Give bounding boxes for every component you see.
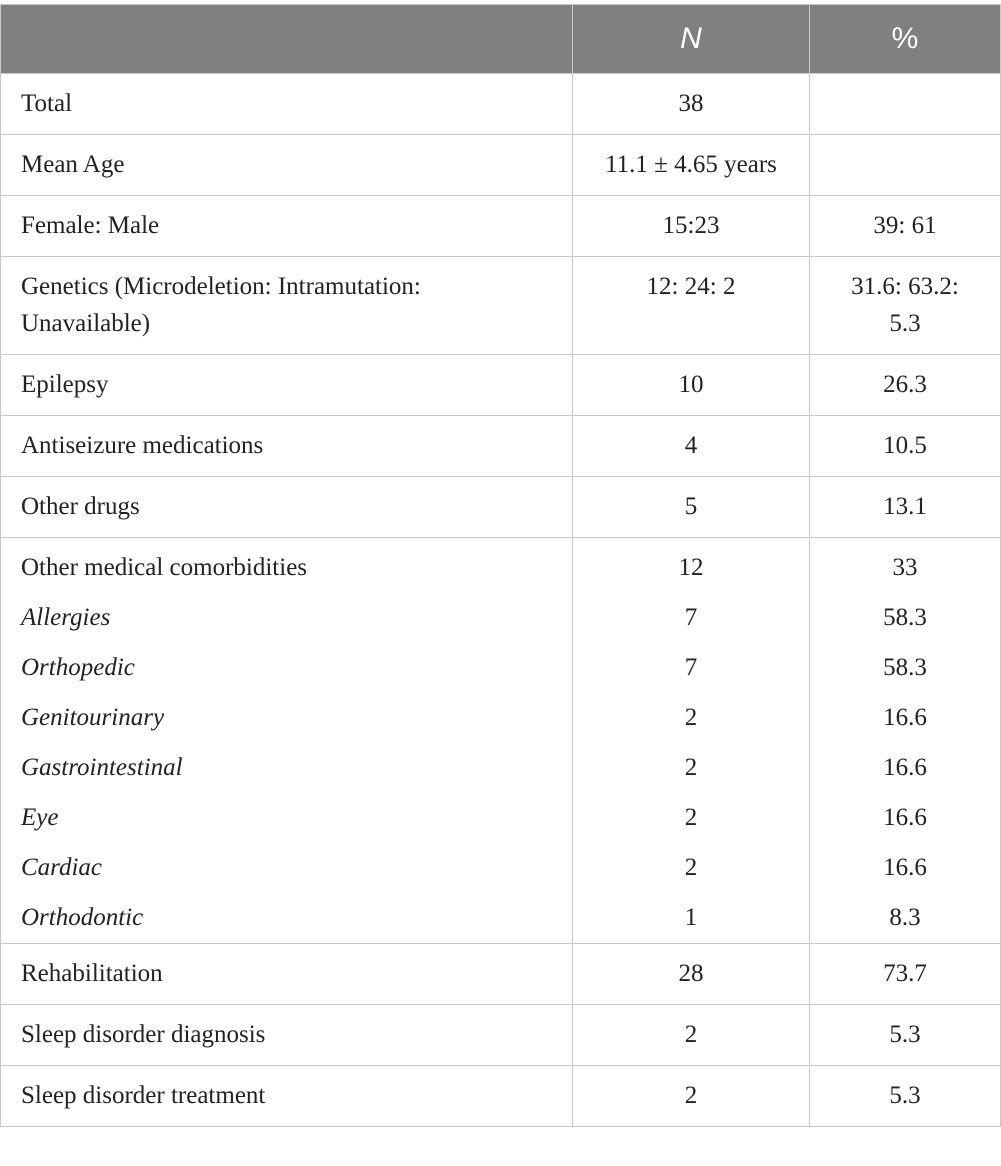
header-n: N [573, 5, 810, 74]
row-label: Mean Age [1, 135, 573, 196]
header-percent: % [810, 5, 1001, 74]
row-percent [810, 135, 1001, 196]
row-n: 28 [573, 944, 810, 1005]
row-label-line: Genetics (Microdeletion: Intramutation: [21, 273, 421, 300]
comorbidity-label: Allergies [21, 604, 111, 631]
row-percent [810, 257, 1001, 355]
row-percent: 26.3 [810, 355, 1001, 416]
comorbidities-labels [1, 538, 573, 944]
row-label: Antiseizure medications [1, 416, 573, 477]
header-row [1, 5, 1001, 74]
row-label: Sleep disorder diagnosis [1, 1005, 573, 1066]
table-row [1, 944, 1001, 1005]
row-label: Other drugs [1, 477, 573, 538]
comorbidity-n: 7 [684, 604, 698, 631]
row-label: Sleep disorder treatment [1, 1066, 573, 1127]
table-row [1, 1005, 1001, 1066]
row-percent: 5.3 [810, 1005, 1001, 1066]
comorbidity-percent: 16.6 [883, 754, 927, 781]
comorbidity-percent: 16.6 [883, 704, 927, 731]
comorbidities-percent [810, 538, 1001, 944]
row-label: Epilepsy [1, 355, 573, 416]
row-percent-line: 5.3 [889, 310, 921, 337]
comorbidity-percent: 33 [892, 554, 918, 581]
demographics-table [0, 4, 1001, 1127]
row-percent: 5.3 [810, 1066, 1001, 1127]
comorbidity-label: Orthodontic [21, 904, 144, 931]
comorbidity-percent: 16.6 [883, 804, 927, 831]
comorbidity-label: Cardiac [21, 854, 103, 881]
row-n: 5 [573, 477, 810, 538]
row-label [1, 257, 573, 355]
table-row [1, 477, 1001, 538]
row-percent-line: 31.6: 63.2: [851, 273, 959, 300]
comorbidity-label: Genitourinary [21, 704, 165, 731]
row-n: 2 [573, 1066, 810, 1127]
table-row [1, 74, 1001, 135]
comorbidity-percent: 58.3 [883, 604, 927, 631]
comorbidities-row-group [1, 538, 1001, 944]
comorbidity-label: Gastrointestinal [21, 754, 183, 781]
row-percent: 73.7 [810, 944, 1001, 1005]
table-row [1, 1066, 1001, 1127]
table-row [1, 196, 1001, 257]
comorbidity-n: 1 [684, 904, 698, 931]
row-percent: 13.1 [810, 477, 1001, 538]
table-row [1, 355, 1001, 416]
comorbidity-percent: 16.6 [883, 854, 927, 881]
row-percent: 39: 61 [810, 196, 1001, 257]
comorbidity-n: 2 [684, 804, 698, 831]
row-n: 11.1 ± 4.65 years [573, 135, 810, 196]
comorbidity-label: Eye [21, 804, 59, 831]
row-n: 10 [573, 355, 810, 416]
comorbidity-n: 2 [684, 754, 698, 781]
comorbidity-percent: 58.3 [883, 654, 927, 681]
row-n: 4 [573, 416, 810, 477]
comorbidity-n: 7 [684, 654, 698, 681]
row-percent: 10.5 [810, 416, 1001, 477]
comorbidity-n: 2 [684, 854, 698, 881]
row-n: 38 [573, 74, 810, 135]
row-label: Total [1, 74, 573, 135]
comorbidity-percent: 8.3 [889, 904, 921, 931]
table-row [1, 257, 1001, 355]
row-n: 12: 24: 2 [573, 257, 810, 355]
table-row [1, 135, 1001, 196]
comorbidity-n: 2 [684, 704, 698, 731]
comorbidity-label: Orthopedic [21, 654, 135, 681]
row-label-line: Unavailable) [21, 310, 151, 337]
comorbidities-n [573, 538, 810, 944]
header-label [1, 5, 573, 74]
row-label: Female: Male [1, 196, 573, 257]
row-n: 2 [573, 1005, 810, 1066]
comorbidity-label: Other medical comorbidities [21, 554, 308, 581]
table-row [1, 416, 1001, 477]
row-percent [810, 74, 1001, 135]
row-label: Rehabilitation [1, 944, 573, 1005]
comorbidity-n: 12 [678, 554, 704, 581]
row-n: 15:23 [573, 196, 810, 257]
